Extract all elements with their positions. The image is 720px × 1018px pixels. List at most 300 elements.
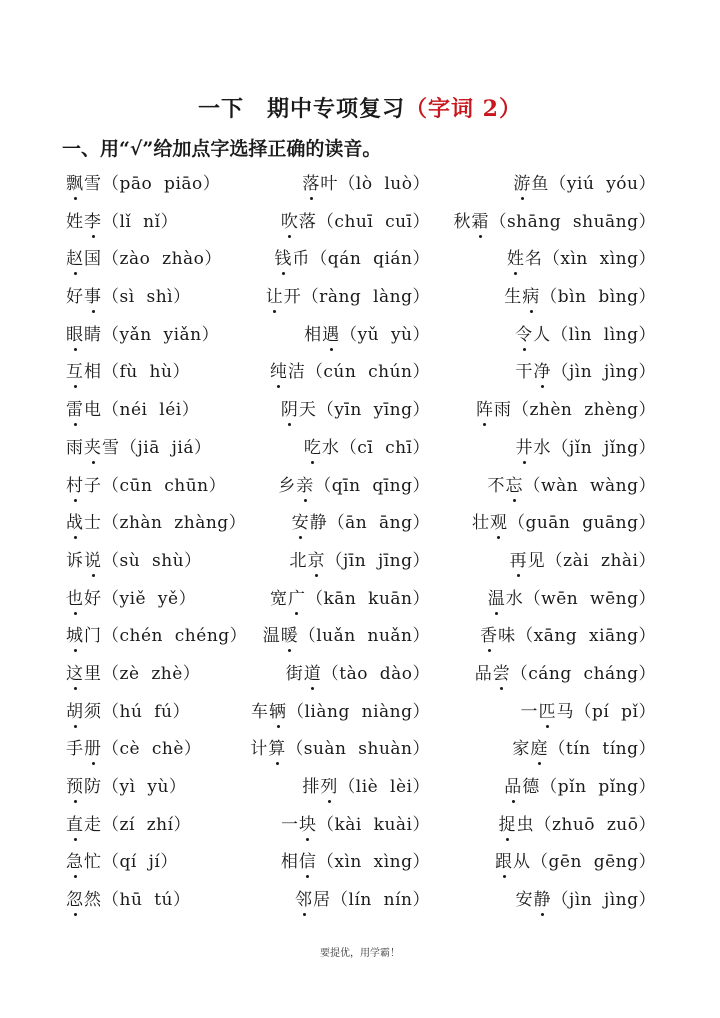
character: 干 (515, 362, 534, 383)
character: 温 (262, 626, 281, 647)
pinyin-options[interactable]: （jǐn jǐng） (551, 437, 656, 458)
pinyin-options[interactable]: （yīn yīng） (316, 400, 430, 421)
question-word (281, 815, 317, 835)
character: 见 (527, 550, 546, 571)
pinyin-options[interactable]: （cī chī） (339, 437, 430, 458)
question-item (66, 847, 178, 872)
question-word (266, 287, 302, 307)
question-item (488, 584, 656, 609)
character: 北 (289, 550, 308, 571)
pinyin-options[interactable]: （jīn jīng） (325, 550, 430, 571)
pinyin-options[interactable]: （néi léi） (102, 400, 200, 421)
question-word (475, 664, 511, 684)
question-item (66, 772, 186, 797)
question-word (302, 777, 338, 797)
dotted-character: 捉 (498, 810, 516, 835)
character: 天 (298, 400, 317, 421)
pinyin-options[interactable]: （tào dào） (321, 663, 430, 684)
dotted-character: 互 (66, 357, 84, 382)
question-word (66, 438, 120, 458)
character: 人 (533, 324, 552, 345)
question-word (515, 362, 551, 382)
question-item (289, 546, 430, 571)
question-row (0, 276, 720, 314)
character: 子 (84, 475, 102, 496)
pinyin-options[interactable]: （cún chún） (305, 362, 430, 383)
pinyin-options[interactable]: （yiě yě） (102, 588, 197, 609)
dotted-character: 册 (84, 734, 102, 759)
pinyin-options[interactable]: （yǎn yiǎn） (102, 324, 220, 345)
question-word (512, 739, 548, 759)
dotted-character: 眼 (66, 320, 84, 345)
dotted-character: 道 (304, 659, 322, 684)
dotted-character: 游 (513, 169, 531, 194)
pinyin-options[interactable]: （jìn jìng） (551, 362, 656, 383)
pinyin-options[interactable]: （luǎn nuǎn） (298, 626, 430, 647)
character: 国 (84, 249, 102, 270)
character: 不 (487, 475, 506, 496)
question-row (0, 238, 720, 276)
dotted-character: 也 (66, 584, 84, 609)
footer-slogan: 要提优，用学霸！ (320, 948, 400, 959)
question-row (0, 615, 720, 653)
question-item (250, 734, 430, 759)
dotted-character: 品 (504, 772, 522, 797)
dotted-character: 雷 (66, 395, 84, 420)
pinyin-options[interactable]: （yiú yóu） (549, 174, 656, 194)
question-item (66, 885, 191, 910)
question-word (66, 551, 102, 571)
pinyin-options[interactable]: （kài kuài） (316, 814, 430, 835)
character: 水 (321, 437, 340, 458)
question-item (304, 433, 430, 458)
dotted-character: 赵 (66, 244, 84, 269)
question-item (453, 207, 656, 232)
character: 诉 (66, 550, 84, 571)
pinyin-options[interactable]: （zí zhí） (102, 814, 192, 835)
question-word (66, 739, 102, 759)
pinyin-options[interactable]: （liè lèi） (338, 777, 430, 797)
question-word (66, 626, 102, 646)
question-word (66, 287, 102, 307)
dotted-character: 再 (510, 546, 528, 571)
question-word (66, 664, 102, 684)
question-word (66, 890, 102, 910)
dotted-character: 温 (488, 584, 506, 609)
pinyin-options[interactable]: （xāng xiāng） (516, 626, 656, 647)
character: 雪 (84, 174, 102, 194)
dotted-character: 邻 (295, 885, 313, 910)
character: 街 (285, 663, 304, 684)
dotted-character: 姓 (507, 244, 525, 269)
question-item (515, 433, 656, 458)
character: 然 (84, 890, 102, 911)
question-word (498, 815, 534, 835)
pinyin-options[interactable]: （lǐ nǐ） (102, 211, 179, 232)
character: 洁 (287, 362, 306, 383)
pinyin-options[interactable]: （liàng niàng） (287, 701, 430, 722)
question-word (281, 852, 317, 872)
character: 生 (504, 287, 523, 308)
dotted-character: 病 (522, 282, 540, 307)
question-item (495, 847, 656, 872)
dotted-character: 算 (268, 734, 286, 759)
character: 水 (505, 588, 524, 609)
question-word (274, 249, 310, 269)
pinyin-options[interactable]: （zào zhào） (102, 249, 222, 270)
dotted-character: 京 (307, 546, 325, 571)
question-word (66, 476, 102, 496)
pinyin-options[interactable]: （lín nín） (331, 890, 430, 911)
question-word (515, 890, 551, 910)
character: 电 (84, 400, 102, 421)
question-item (480, 621, 656, 646)
question-item (504, 772, 656, 797)
question-row (0, 389, 720, 427)
character: 从 (513, 852, 532, 873)
question-word (504, 287, 540, 307)
pinyin-options[interactable]: （qīn qīng） (314, 475, 430, 496)
dotted-character: 跟 (495, 847, 513, 872)
question-word (480, 626, 516, 646)
question-word (66, 702, 102, 722)
question-item (513, 169, 656, 194)
character: 一 (520, 701, 539, 722)
pinyin-options[interactable]: （pí pǐ） (574, 701, 656, 722)
question-row (0, 691, 720, 729)
dotted-character: 亲 (296, 471, 314, 496)
pinyin-options[interactable]: （sù shù） (102, 550, 202, 571)
question-item (66, 282, 191, 307)
character: 走 (84, 814, 102, 835)
question-word (504, 777, 540, 797)
question-item (515, 320, 656, 345)
pinyin-options[interactable]: （gēn gēng） (531, 852, 656, 873)
dotted-character: 吹 (281, 207, 299, 232)
character: 味 (498, 626, 517, 647)
pinyin-options[interactable]: （jìn jìng） (551, 890, 656, 911)
pinyin-options[interactable]: （suàn shuàn） (286, 739, 430, 760)
pinyin-options[interactable]: （yǔ yù） (340, 324, 430, 345)
title-sub: （字词 2） (405, 96, 522, 122)
character: 静 (309, 513, 328, 534)
character: 雪 (102, 437, 120, 458)
pinyin-options[interactable]: （qí jí） (102, 852, 178, 873)
question-item (302, 169, 430, 194)
question-item (66, 659, 200, 684)
character: 须 (84, 701, 102, 722)
character: 忙 (84, 852, 102, 873)
character: 士 (84, 513, 102, 534)
page-title (0, 92, 720, 123)
dotted-character: 说 (84, 546, 102, 571)
dotted-character: 净 (533, 357, 551, 382)
pinyin-options[interactable]: （zhuō zuō） (534, 814, 656, 835)
question-item (281, 207, 430, 232)
pinyin-options[interactable]: （cè chè） (102, 739, 202, 760)
pinyin-options[interactable]: （wēn wēng） (523, 588, 656, 609)
question-word (250, 739, 286, 759)
character: 相 (84, 362, 102, 383)
pinyin-options[interactable]: （sì shì） (102, 287, 191, 308)
question-item (476, 395, 656, 420)
dotted-character: 直 (66, 810, 84, 835)
dotted-character: 观 (490, 508, 508, 533)
pinyin-options[interactable]: （kān kuān） (305, 588, 430, 609)
pinyin-options[interactable]: （guān guāng） (507, 513, 656, 534)
question-word (270, 362, 306, 382)
question-row (0, 540, 720, 578)
question-word (286, 664, 322, 684)
question-item (66, 584, 196, 609)
character: 好 (84, 588, 102, 609)
question-item (263, 621, 430, 646)
question-item (66, 697, 190, 722)
question-word (66, 400, 102, 420)
question-item (475, 659, 656, 684)
pinyin-options[interactable]: （cūn chūn） (102, 475, 227, 496)
pinyin-options[interactable]: （zè zhè） (102, 663, 201, 684)
dotted-character: 钱 (274, 244, 292, 269)
dotted-character: 辆 (269, 697, 287, 722)
dotted-character: 村 (66, 471, 84, 496)
question-word (304, 438, 340, 458)
question-word (295, 890, 331, 910)
question-item (515, 885, 656, 910)
pinyin-options[interactable]: （zhàn zhàng） (102, 513, 247, 534)
question-item (286, 659, 430, 684)
question-item (515, 357, 656, 382)
character: 排 (302, 777, 321, 797)
question-row (0, 351, 720, 389)
question-word (278, 476, 314, 496)
question-word (510, 551, 546, 571)
question-item (488, 471, 656, 496)
pinyin-options[interactable]: （pāo piāo） (102, 174, 221, 194)
question-row (0, 163, 720, 201)
question-word (66, 589, 102, 609)
question-word (66, 249, 102, 269)
character: 相 (280, 852, 299, 873)
character: 名 (524, 249, 543, 270)
question-item (507, 244, 656, 269)
pinyin-options[interactable]: （tín tíng） (548, 739, 656, 760)
pinyin-options[interactable]: （yì yù） (102, 777, 187, 797)
question-row (0, 804, 720, 842)
character: 睛 (84, 324, 102, 345)
pinyin-options[interactable]: （shāng shuāng） (489, 211, 656, 232)
character: 鱼 (531, 174, 550, 194)
pinyin-options[interactable]: （ràng làng） (301, 287, 430, 308)
question-word (263, 626, 299, 646)
character: 雨 (66, 437, 84, 458)
question-item (292, 508, 430, 533)
dotted-character: 事 (84, 282, 102, 307)
character: 雨 (493, 400, 512, 421)
question-grid (0, 163, 720, 917)
pinyin-options[interactable]: （xìn xìng） (542, 249, 656, 270)
question-row (0, 728, 720, 766)
question-word (476, 400, 512, 420)
question-item (504, 282, 656, 307)
pinyin-options[interactable]: （fù hù） (102, 362, 190, 383)
character: 家 (512, 739, 531, 760)
dotted-character: 吃 (304, 433, 322, 458)
question-word (292, 513, 328, 533)
dotted-character: 预 (66, 772, 84, 797)
question-item (274, 244, 430, 269)
character: 手 (66, 739, 84, 760)
question-word (66, 852, 102, 872)
pinyin-options[interactable]: （chén chéng） (102, 626, 248, 647)
question-item (66, 169, 220, 194)
pinyin-options[interactable]: （wàn wàng） (523, 475, 656, 496)
dotted-character: 夹 (84, 433, 102, 458)
character: 德 (522, 777, 541, 797)
question-item (270, 357, 430, 382)
question-item (66, 207, 178, 232)
question-item (510, 546, 656, 571)
character: 居 (313, 890, 332, 911)
dotted-character: 广 (288, 584, 306, 609)
question-word (281, 400, 317, 420)
question-word (495, 852, 531, 872)
question-item (278, 471, 430, 496)
pinyin-options[interactable]: （lìn lìng） (551, 324, 656, 345)
character: 里 (84, 663, 102, 684)
question-row (0, 314, 720, 352)
question-item (302, 772, 430, 797)
question-item (270, 584, 430, 609)
dotted-character: 城 (66, 621, 84, 646)
question-word (488, 476, 524, 496)
question-word (507, 249, 543, 269)
question-item (66, 546, 202, 571)
question-word (270, 589, 306, 609)
title-main: 一下 期中专项复习 (198, 96, 406, 122)
dotted-character: 这 (66, 659, 84, 684)
question-row (0, 653, 720, 691)
question-word (304, 325, 340, 345)
question-row (0, 427, 720, 465)
character: 好 (66, 287, 84, 308)
question-word (66, 777, 102, 797)
question-word (66, 815, 102, 835)
character: 落 (298, 211, 317, 232)
pinyin-options[interactable]: （xìn xìng） (316, 852, 430, 873)
character: 币 (292, 249, 311, 270)
question-item (66, 471, 226, 496)
question-item (295, 885, 430, 910)
question-word (66, 174, 102, 194)
section-heading: 一、用“√”给加点字选择正确的读音。 (62, 138, 382, 160)
dotted-character: 忽 (66, 885, 84, 910)
dotted-character: 静 (533, 885, 551, 910)
question-item (66, 357, 190, 382)
character: 安 (515, 890, 534, 911)
question-item (66, 395, 199, 420)
pinyin-options[interactable]: （lò luò） (338, 174, 430, 194)
question-word (453, 212, 489, 232)
question-word (66, 513, 102, 533)
pinyin-options[interactable]: （hú fú） (102, 701, 190, 722)
character: 乡 (278, 475, 297, 496)
pinyin-options[interactable]: （chuī cuī） (316, 211, 430, 232)
question-row (0, 766, 720, 804)
dotted-character: 匹 (539, 697, 557, 722)
dotted-character: 暖 (281, 621, 299, 646)
dotted-character: 阴 (281, 395, 299, 420)
question-word (472, 513, 508, 533)
question-item (512, 734, 656, 759)
pinyin-options[interactable]: （ān āng） (327, 513, 430, 534)
dotted-character: 信 (299, 847, 317, 872)
dotted-character: 井 (515, 433, 533, 458)
character: 计 (250, 739, 269, 760)
question-row (0, 465, 720, 503)
dotted-character: 让 (266, 282, 284, 307)
question-word (66, 325, 102, 345)
dotted-character: 飘 (66, 169, 84, 194)
question-row (0, 578, 720, 616)
question-item (498, 810, 656, 835)
dotted-character: 急 (66, 847, 84, 872)
pinyin-options[interactable]: （zhèn zhèng） (511, 400, 656, 421)
question-item (521, 697, 656, 722)
dotted-character: 遇 (322, 320, 340, 345)
pinyin-options[interactable]: （jiā jiá） (120, 437, 212, 458)
question-item (66, 244, 222, 269)
pinyin-options[interactable]: （bìn bìng） (540, 287, 656, 308)
character: 虫 (516, 814, 535, 835)
question-word (281, 212, 317, 232)
character: 叶 (320, 174, 339, 194)
question-item (66, 320, 219, 345)
question-word (521, 702, 575, 722)
dotted-character: 块 (299, 810, 317, 835)
dotted-character: 尝 (493, 659, 511, 684)
pinyin-options[interactable]: （zài zhài） (545, 550, 656, 571)
pinyin-options[interactable]: （pǐn pǐng） (540, 777, 656, 797)
question-word (66, 212, 102, 232)
question-item (251, 697, 430, 722)
character: 开 (283, 287, 302, 308)
question-item (266, 282, 430, 307)
question-word (251, 702, 287, 722)
question-row (0, 502, 720, 540)
dotted-character: 纯 (270, 357, 288, 382)
question-word (515, 325, 551, 345)
question-row (0, 879, 720, 917)
character: 秋 (453, 211, 472, 232)
pinyin-options[interactable]: （qán qián） (310, 249, 430, 270)
question-word (66, 362, 102, 382)
question-item (66, 621, 247, 646)
character: 品 (474, 663, 493, 684)
pinyin-options[interactable]: （cáng cháng） (510, 663, 656, 684)
question-item (66, 433, 212, 458)
dotted-character: 霜 (471, 207, 489, 232)
question-word (289, 551, 325, 571)
dotted-character: 战 (66, 508, 84, 533)
character: 防 (84, 777, 102, 797)
question-word (302, 174, 338, 194)
dotted-character: 李 (84, 207, 102, 232)
pinyin-options[interactable]: （hū tú） (102, 890, 191, 911)
question-item (281, 395, 430, 420)
dotted-character: 香 (480, 621, 498, 646)
dotted-character: 阵 (476, 395, 494, 420)
